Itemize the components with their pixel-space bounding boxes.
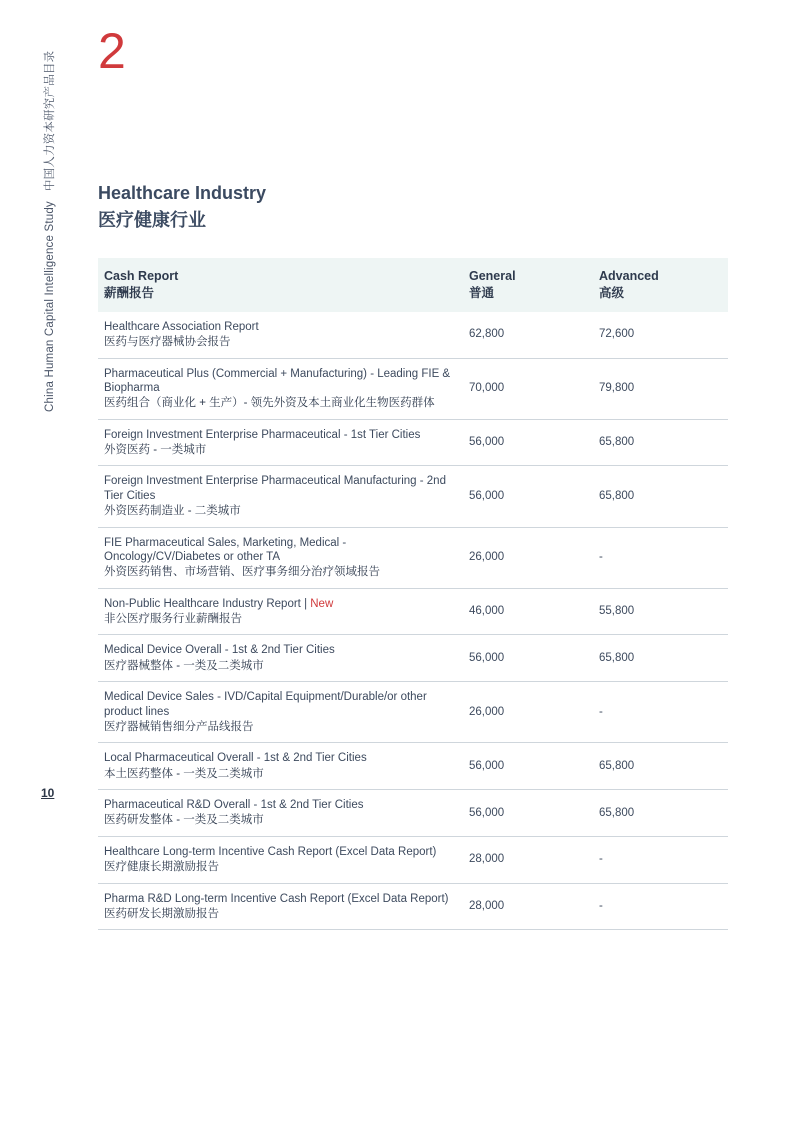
report-name-cell [98, 635, 463, 682]
table-row [98, 743, 728, 790]
report-name-cn: 外资医药 - 一类城市 [104, 444, 207, 456]
report-name-cn: 医药与医疗器械协会报告 [104, 336, 231, 349]
report-name-cn: 医疗器械整体 - 一类及二类城市 [104, 659, 264, 672]
general-price-cell: 28,000 [463, 883, 593, 930]
report-name-cell [98, 836, 463, 883]
report-name-cell [98, 312, 463, 358]
table-row [98, 790, 728, 837]
report-name-cell [98, 466, 463, 527]
report-name-en [104, 474, 457, 503]
cash-report-price-table [98, 258, 728, 930]
report-name-en [104, 798, 457, 812]
header-label-en: Advanced [599, 269, 659, 283]
report-name-cn: 外资医药销售、市场营销、医疗事务细分治疗领域报告 [104, 566, 380, 579]
advanced-price-cell: - [593, 883, 728, 930]
table-row [98, 588, 728, 635]
table-row [98, 358, 728, 419]
general-price-cell: 56,000 [463, 635, 593, 682]
report-name-en [104, 690, 457, 719]
header-advanced [593, 258, 728, 312]
advanced-price-cell: 79,800 [593, 358, 728, 419]
report-name-en-text: Healthcare Long-term Incentive Cash Report (Excel Data Report) [104, 845, 437, 858]
header-label-cn: 薪酬报告 [104, 285, 155, 300]
report-name-en [104, 367, 457, 396]
advanced-price-cell: - [593, 836, 728, 883]
table-row [98, 312, 728, 358]
header-general [463, 258, 593, 312]
report-name-en [104, 643, 457, 657]
report-name-en [104, 892, 457, 906]
general-price-cell: 56,000 [463, 419, 593, 466]
table-row [98, 527, 728, 588]
report-name-cn: 医疗器械销售细分产品线报告 [104, 720, 254, 733]
section-title [98, 180, 266, 234]
table-header-row [98, 258, 728, 312]
advanced-price-cell: - [593, 682, 728, 743]
general-price-cell: 26,000 [463, 682, 593, 743]
table-body [98, 312, 728, 930]
report-name-cn: 医药研发长期激励报告 [104, 907, 219, 920]
advanced-price-cell: 65,800 [593, 466, 728, 527]
header-cash-report [98, 258, 463, 312]
report-name-en [104, 845, 457, 859]
general-price-cell: 56,000 [463, 466, 593, 527]
general-price-cell: 28,000 [463, 836, 593, 883]
advanced-price-cell: 65,800 [593, 790, 728, 837]
advanced-price-cell: 65,800 [593, 635, 728, 682]
report-name-cell [98, 883, 463, 930]
header-label-cn: 高级 [599, 285, 625, 300]
report-name-en-text: FIE Pharmaceutical Sales, Marketing, Medical - Oncology/CV/Diabetes or other TA [104, 536, 347, 563]
report-name-cn: 医药组合（商业化 + 生产）- 领先外资及本土商业化生物医药群体 [104, 397, 435, 410]
report-name-en-text: Local Pharmaceutical Overall - 1st & 2nd Tier Cities [104, 752, 367, 765]
report-name-cn: 本土医药整体 - 一类及二类城市 [104, 767, 264, 780]
table-row [98, 635, 728, 682]
advanced-price-cell: - [593, 527, 728, 588]
side-title-cn: 中国人力资本研究产品目录 [44, 50, 56, 192]
report-name-cn: 非公医疗服务行业薪酬报告 [104, 613, 242, 625]
report-name-en-text: Non-Public Healthcare Industry Report | [104, 597, 311, 610]
advanced-price-cell: 65,800 [593, 419, 728, 466]
general-price-cell: 62,800 [463, 312, 593, 358]
report-name-en-text: Pharmaceutical Plus (Commercial + Manufacturing) - Leading FIE & Biopharma [104, 367, 451, 394]
report-name-cn: 医药研发整体 - 一类及二类城市 [104, 814, 264, 827]
report-name-en [104, 536, 457, 565]
report-name-en [104, 597, 457, 611]
report-name-en-text: Medical Device Overall - 1st & 2nd Tier Cities [104, 644, 335, 657]
report-name-en [104, 428, 457, 442]
table-row [98, 883, 728, 930]
report-name-cn: 外资医药制造业 - 二类城市 [104, 505, 241, 518]
report-name-en [104, 751, 457, 765]
advanced-price-cell: 55,800 [593, 588, 728, 635]
report-name-cell [98, 682, 463, 743]
new-badge: New [310, 597, 334, 610]
general-price-cell: 26,000 [463, 527, 593, 588]
report-name-en-text: Foreign Investment Enterprise Pharmaceutical Manufacturing - 2nd Tier Cities [104, 475, 446, 502]
general-price-cell: 46,000 [463, 588, 593, 635]
report-name-en-text: Foreign Investment Enterprise Pharmaceutical - 1st Tier Cities [104, 428, 421, 441]
report-name-en-text: Healthcare Association Report [104, 320, 259, 333]
report-name-cell [98, 790, 463, 837]
section-title-en: Healthcare Industry [98, 183, 267, 203]
advanced-price-cell: 65,800 [593, 743, 728, 790]
general-price-cell: 56,000 [463, 743, 593, 790]
report-name-cell [98, 358, 463, 419]
header-label-en: Cash Report [104, 269, 179, 283]
header-label-cn: 普通 [469, 285, 495, 300]
report-name-en-text: Pharmaceutical R&D Overall - 1st & 2nd Tier Cities [104, 799, 364, 811]
report-name-cell [98, 588, 463, 635]
advanced-price-cell: 72,600 [593, 312, 728, 358]
table-row [98, 419, 728, 466]
table-row [98, 682, 728, 743]
report-name-cell [98, 527, 463, 588]
table-row [98, 466, 728, 527]
chapter-number: 2 [98, 23, 126, 79]
general-price-cell: 56,000 [463, 790, 593, 837]
header-label-en: General [469, 269, 516, 283]
report-name-en [104, 320, 457, 334]
table-row [98, 836, 728, 883]
report-name-en-text: Pharma R&D Long-term Incentive Cash Report (Excel Data Report) [104, 892, 449, 905]
general-price-cell: 70,000 [463, 358, 593, 419]
report-name-cell [98, 743, 463, 790]
document-side-title [41, 51, 57, 412]
page-number: 10 [41, 786, 55, 800]
report-name-en-text: Medical Device Sales - IVD/Capital Equipment/Durable/or other product lines [104, 691, 427, 718]
section-title-cn: 医疗健康行业 [98, 210, 206, 230]
report-name-cell [98, 419, 463, 466]
side-title-en: China Human Capital Intelligence Study [44, 201, 56, 412]
report-name-cn: 医疗健康长期激励报告 [104, 861, 219, 874]
